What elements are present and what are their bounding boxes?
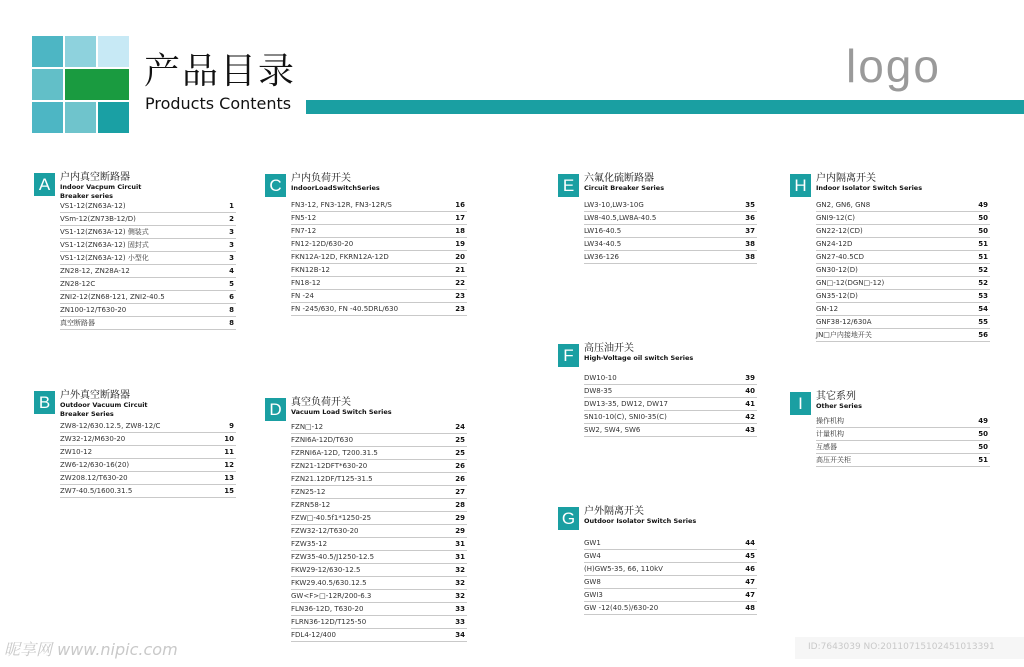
item-page-number: 43: [745, 426, 755, 434]
section-title-en: High-Voltage oil switch Series: [584, 354, 694, 362]
list-item: [816, 238, 990, 251]
section-letter: C: [265, 174, 286, 197]
item-name: FZN□-12: [291, 423, 324, 431]
item-page-number: 50: [978, 443, 988, 451]
item-name: GN22-12(CD): [816, 227, 863, 235]
item-page-number: 8: [229, 306, 234, 314]
list-item: [816, 212, 990, 225]
list-item: [60, 317, 236, 330]
item-name: ZW10-12: [60, 448, 93, 456]
list-item: [816, 428, 990, 441]
item-page-number: 50: [978, 227, 988, 235]
item-page-number: 45: [745, 552, 755, 560]
item-name: FN -245/630, FN -40.5DRL/630: [291, 305, 399, 313]
item-page-number: 31: [455, 540, 465, 548]
tile: [98, 36, 129, 67]
item-page-number: 35: [745, 201, 755, 209]
list-item: [584, 550, 757, 563]
list-item: [60, 446, 236, 459]
list-item: [291, 590, 467, 603]
item-name: FZN21.12DF/T125-31.5: [291, 475, 373, 483]
list-item: [816, 225, 990, 238]
list-item: [60, 226, 236, 239]
page-title: 产品目录: [144, 51, 297, 92]
section-letter: G: [558, 507, 579, 530]
section-title-cn: 户内负荷开关: [291, 173, 351, 184]
item-page-number: 47: [745, 578, 755, 586]
item-page-number: 6: [229, 293, 234, 301]
item-page-number: 29: [455, 527, 465, 535]
item-page-number: 49: [978, 201, 988, 209]
item-name: GW<F>□-12R/200-6.3: [291, 592, 372, 600]
section-title-en: Indoor Isolator Switch Series: [816, 184, 923, 192]
item-name: SN10-10(C), SNI0-35(C): [584, 413, 667, 421]
list-item: [60, 213, 236, 226]
list-item: [291, 264, 467, 277]
list-item: [291, 525, 467, 538]
list-item: [291, 277, 467, 290]
item-list: [584, 199, 757, 264]
list-item: [816, 415, 990, 428]
item-name: FDL4-12/400: [291, 631, 336, 639]
item-page-number: 32: [455, 566, 465, 574]
list-item: [816, 454, 990, 467]
list-item: [291, 616, 467, 629]
item-page-number: 3: [229, 254, 234, 262]
header-bar: [306, 100, 1024, 114]
item-name: FN12-12D/630-20: [291, 240, 354, 248]
item-page-number: 9: [229, 422, 234, 430]
item-name: VSm-12(ZN73B-12/D): [60, 215, 136, 223]
list-item: [816, 441, 990, 454]
item-page-number: 39: [745, 374, 755, 382]
list-item: [291, 538, 467, 551]
item-name: 真空断路器: [60, 319, 95, 327]
item-name: LW8-40.5,LW8A-40.5: [584, 214, 657, 222]
list-item: [291, 447, 467, 460]
section-letter: E: [558, 174, 579, 197]
tile: [32, 69, 63, 100]
item-page-number: 53: [978, 292, 988, 300]
page-subtitle: Products Contents: [145, 94, 292, 113]
list-item: [291, 473, 467, 486]
item-page-number: 48: [745, 604, 755, 612]
item-name: GN2, GN6, GN8: [816, 201, 871, 209]
item-page-number: 40: [745, 387, 755, 395]
item-page-number: 54: [978, 305, 988, 313]
item-page-number: 52: [978, 279, 988, 287]
list-item: [584, 398, 757, 411]
section-title-cn: 高压油开关: [584, 343, 634, 354]
item-list: [584, 372, 757, 437]
item-name: FZRN58-12: [291, 501, 331, 509]
item-page-number: 56: [978, 331, 988, 339]
list-item: [816, 329, 990, 342]
list-item: [291, 290, 467, 303]
list-item: [60, 200, 236, 213]
item-name: ZNI2-12(ZN68-121, ZNI2-40.5: [60, 293, 165, 301]
item-name: FZW32-12/T630-20: [291, 527, 359, 535]
item-page-number: 11: [224, 448, 234, 456]
item-name: GNF38-12/630A: [816, 318, 872, 326]
item-page-number: 50: [978, 430, 988, 438]
item-name: ZN28-12, ZN28A-12: [60, 267, 130, 275]
item-page-number: 17: [455, 214, 465, 222]
item-name: ZN100-12/T630-20: [60, 306, 127, 314]
section-letter: A: [34, 173, 55, 196]
list-item: [816, 251, 990, 264]
list-item: [584, 238, 757, 251]
list-item: [816, 290, 990, 303]
list-item: [291, 199, 467, 212]
item-name: GN35-12(D): [816, 292, 858, 300]
item-name: GW4: [584, 552, 601, 560]
item-name: GW8: [584, 578, 601, 586]
item-name: DW8-35: [584, 387, 613, 395]
list-item: [584, 602, 757, 615]
item-name: VS1-12(ZN63A-12) 侧装式: [60, 228, 149, 236]
item-page-number: 19: [455, 240, 465, 248]
item-name: 高压开关柜: [816, 456, 851, 464]
item-page-number: 51: [978, 456, 988, 464]
section-title-cn: 户内真空断路器: [60, 172, 130, 183]
list-item: [816, 303, 990, 316]
item-name: ZW7-40.5/1600.31.5: [60, 487, 133, 495]
item-page-number: 33: [455, 618, 465, 626]
item-page-number: 32: [455, 592, 465, 600]
item-page-number: 4: [229, 267, 234, 275]
item-name: FKN12B-12: [291, 266, 330, 274]
tile: [32, 102, 63, 133]
item-page-number: 34: [455, 631, 465, 639]
list-item: [60, 265, 236, 278]
list-item: [60, 291, 236, 304]
item-page-number: 26: [455, 462, 465, 470]
item-name: FZN21-12DFT*630-20: [291, 462, 368, 470]
item-page-number: 3: [229, 241, 234, 249]
list-item: [291, 460, 467, 473]
item-name: FN5-12: [291, 214, 317, 222]
item-name: FZNI6A-12D/T630: [291, 436, 354, 444]
item-page-number: 10: [224, 435, 234, 443]
list-item: [60, 304, 236, 317]
item-name: DW13-35, DW12, DW17: [584, 400, 668, 408]
item-page-number: 47: [745, 591, 755, 599]
item-name: (H)GW5-35, 66, 110kV: [584, 565, 663, 573]
tile: [98, 102, 129, 133]
item-name: GN□-12(DGN□-12): [816, 279, 885, 287]
item-name: ZN28-12C: [60, 280, 96, 288]
list-item: [584, 424, 757, 437]
list-item: [60, 278, 236, 291]
item-name: FZRNI6A-12D, T200.31.5: [291, 449, 378, 457]
item-name: LW36-126: [584, 253, 619, 261]
item-list: [584, 537, 757, 615]
list-item: [584, 212, 757, 225]
item-page-number: 49: [978, 417, 988, 425]
list-item: [291, 251, 467, 264]
item-name: VS1-12(ZN63A-12) 固封式: [60, 241, 149, 249]
logo-text: logo: [846, 40, 941, 92]
item-page-number: 21: [455, 266, 465, 274]
section-title-cn: 其它系列: [816, 391, 856, 402]
list-item: [816, 277, 990, 290]
list-item: [291, 577, 467, 590]
item-name: JN□户内接地开关: [816, 331, 872, 339]
item-page-number: 25: [455, 449, 465, 457]
list-item: [291, 238, 467, 251]
item-name: ZW208.12/T630-20: [60, 474, 128, 482]
tile: [65, 102, 96, 133]
item-page-number: 38: [745, 253, 755, 261]
list-item: [584, 563, 757, 576]
item-page-number: 36: [745, 214, 755, 222]
item-name: ZW6-12/630-16(20): [60, 461, 130, 469]
tile: [65, 69, 129, 100]
list-item: [291, 225, 467, 238]
item-name: DW10-10: [584, 374, 617, 382]
section-title-en: Outdoor Vacuum Circuit Breaker Series: [60, 401, 148, 418]
item-name: VS1-12(ZN63A-12): [60, 202, 126, 210]
item-page-number: 27: [455, 488, 465, 496]
section-letter: F: [558, 344, 579, 367]
item-name: FN3-12, FN3-12R, FN3-12R/S: [291, 201, 392, 209]
item-page-number: 12: [224, 461, 234, 469]
item-page-number: 38: [745, 240, 755, 248]
section-title-cn: 户内隔离开关: [816, 173, 876, 184]
list-item: [816, 199, 990, 212]
watermark-right: ID:7643039 NO:20110715102451013391: [808, 642, 995, 652]
item-list: [291, 199, 467, 316]
section-title-cn: 户外隔离开关: [584, 506, 644, 517]
item-page-number: 24: [455, 423, 465, 431]
list-item: [291, 564, 467, 577]
item-name: 互感器: [816, 443, 837, 451]
item-name: GN30-12(D): [816, 266, 858, 274]
section-title-en: IndoorLoadSwitchSeries: [291, 184, 380, 192]
section-title-en: Outdoor Isolator Switch Series: [584, 517, 697, 525]
list-item: [584, 537, 757, 550]
item-name: FKW29.40.5/630.12.5: [291, 579, 367, 587]
list-item: [60, 472, 236, 485]
item-page-number: 52: [978, 266, 988, 274]
section-title-cn: 户外真空断路器: [60, 390, 130, 401]
list-item: [291, 212, 467, 225]
item-page-number: 42: [745, 413, 755, 421]
item-name: FLN36-12D, T630-20: [291, 605, 364, 613]
item-page-number: 23: [455, 292, 465, 300]
item-page-number: 2: [229, 215, 234, 223]
item-name: FZW□-40.5f1*1250-25: [291, 514, 372, 522]
item-name: LW16-40.5: [584, 227, 622, 235]
item-name: GWI3: [584, 591, 603, 599]
item-page-number: 55: [978, 318, 988, 326]
list-item: [291, 512, 467, 525]
list-item: [291, 603, 467, 616]
item-page-number: 18: [455, 227, 465, 235]
section-letter: H: [790, 174, 811, 197]
item-page-number: 3: [229, 228, 234, 236]
item-page-number: 16: [455, 201, 465, 209]
tile: [32, 36, 63, 67]
list-item: [584, 251, 757, 264]
item-name: GN27-40.5CD: [816, 253, 864, 261]
item-name: FN18-12: [291, 279, 321, 287]
list-item: [816, 264, 990, 277]
item-page-number: 25: [455, 436, 465, 444]
list-item: [584, 411, 757, 424]
item-page-number: 51: [978, 240, 988, 248]
item-page-number: 1: [229, 202, 234, 210]
list-item: [291, 629, 467, 642]
list-item: [584, 385, 757, 398]
item-page-number: 22: [455, 279, 465, 287]
item-page-number: 50: [978, 214, 988, 222]
item-name: SW2, SW4, SW6: [584, 426, 641, 434]
item-page-number: 31: [455, 553, 465, 561]
item-page-number: 8: [229, 319, 234, 327]
item-page-number: 20: [455, 253, 465, 261]
list-item: [60, 459, 236, 472]
item-page-number: 41: [745, 400, 755, 408]
item-list: [291, 421, 467, 642]
list-item: [584, 589, 757, 602]
item-list: [816, 199, 990, 342]
list-item: [291, 486, 467, 499]
item-name: LW34-40.5: [584, 240, 622, 248]
tile: [65, 36, 96, 67]
item-name: GN-12: [816, 305, 839, 313]
item-name: FN7-12: [291, 227, 317, 235]
list-item: [60, 252, 236, 265]
list-item: [60, 485, 236, 498]
item-name: FLRN36-12D/T125-50: [291, 618, 367, 626]
item-name: ZW32-12/M630-20: [60, 435, 126, 443]
section-title-en: Indoor Vacpum Circuit Breaker series: [60, 183, 142, 200]
item-name: FZW35-40.5/J1250-12.5: [291, 553, 375, 561]
item-page-number: 29: [455, 514, 465, 522]
section-title-cn: 六氟化硫断路器: [584, 173, 654, 184]
list-item: [60, 239, 236, 252]
section-title-en: Other Series: [816, 402, 862, 410]
item-list: [60, 420, 236, 498]
list-item: [291, 551, 467, 564]
item-page-number: 33: [455, 605, 465, 613]
item-page-number: 44: [745, 539, 755, 547]
list-item: [584, 576, 757, 589]
section-title-en: Circuit Breaker Series: [584, 184, 665, 192]
item-page-number: 13: [224, 474, 234, 482]
watermark-left: 昵享网 www.nipic.com: [4, 640, 178, 659]
item-name: FN -24: [291, 292, 314, 300]
list-item: [584, 372, 757, 385]
item-page-number: 46: [745, 565, 755, 573]
section-letter: I: [790, 392, 811, 415]
item-name: 操作机构: [816, 417, 844, 425]
list-item: [291, 499, 467, 512]
item-name: FKW29-12/630-12.5: [291, 566, 361, 574]
item-name: GW -12(40.5)/630-20: [584, 604, 659, 612]
item-name: ZW8-12/630.12.5, ZW8-12/C: [60, 422, 161, 430]
section-title-en: Vacuum Load Switch Series: [291, 408, 392, 416]
section-letter: B: [34, 391, 55, 414]
list-item: [60, 433, 236, 446]
item-page-number: 37: [745, 227, 755, 235]
section-title-cn: 真空负荷开关: [291, 397, 351, 408]
item-name: VS1-12(ZN63A-12) 小型化: [60, 254, 149, 262]
item-name: FZN25-12: [291, 488, 326, 496]
item-name: GN24-12D: [816, 240, 853, 248]
list-item: [291, 421, 467, 434]
item-page-number: 23: [455, 305, 465, 313]
item-page-number: 5: [229, 280, 234, 288]
list-item: [584, 199, 757, 212]
item-name: FZW35-12: [291, 540, 328, 548]
item-name: GW1: [584, 539, 601, 547]
list-item: [291, 434, 467, 447]
item-name: LW3-10,LW3-10G: [584, 201, 644, 209]
item-page-number: 15: [224, 487, 234, 495]
list-item: [584, 225, 757, 238]
list-item: [816, 316, 990, 329]
item-page-number: 26: [455, 475, 465, 483]
item-list: [816, 415, 990, 467]
section-letter: D: [265, 398, 286, 421]
item-page-number: 32: [455, 579, 465, 587]
item-name: 计量机构: [816, 430, 844, 438]
list-item: [60, 420, 236, 433]
item-page-number: 51: [978, 253, 988, 261]
item-name: GNI9-12(C): [816, 214, 855, 222]
item-list: [60, 200, 236, 330]
list-item: [291, 303, 467, 316]
item-name: FKN12A-12D, FKRN12A-12D: [291, 253, 389, 261]
item-page-number: 28: [455, 501, 465, 509]
